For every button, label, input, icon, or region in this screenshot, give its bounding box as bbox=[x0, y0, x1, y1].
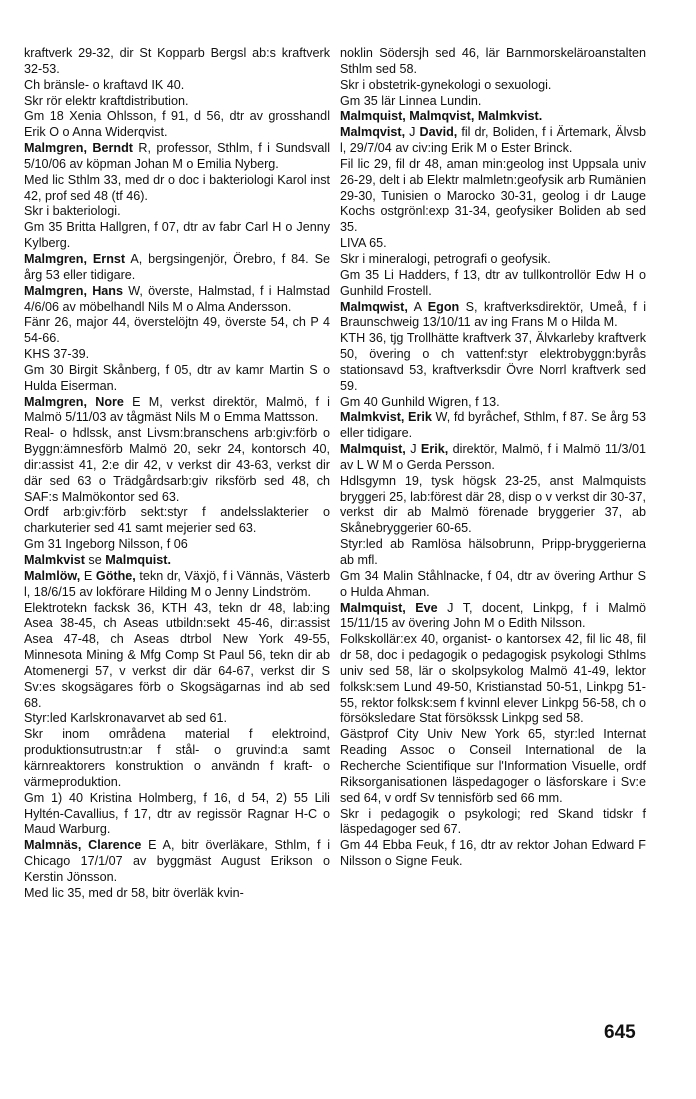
left-entry bbox=[24, 141, 330, 173]
left-entry bbox=[24, 363, 330, 395]
entry-headword: Malmquist, bbox=[340, 442, 406, 457]
entry-headword: Malmquist, Malmqvist, Malmkvist. bbox=[340, 109, 543, 124]
left-entry bbox=[24, 46, 330, 78]
entry-text: Ordf arb:giv:förb sekt:styr f andelsslakterier o charkuterier sed 41 samt mejerier sed 63. bbox=[24, 505, 330, 536]
entry-headword: Malmgren, Berndt bbox=[24, 141, 133, 156]
right-entry bbox=[340, 236, 646, 252]
entry-headword: David, bbox=[419, 125, 458, 140]
right-column bbox=[340, 46, 646, 870]
right-entry bbox=[340, 157, 646, 236]
entry-text: Gm 35 lär Linnea Lundin. bbox=[340, 93, 482, 108]
left-entry bbox=[24, 569, 330, 601]
entry-text: Med lic Sthlm 33, med dr o doc i bakteriologi Karol inst 42, prof sed 48 (tf 46). bbox=[24, 172, 330, 203]
entry-text: Skr inom områdena material f elektroind, produktionsutrustn:ar f stål- o gruvind:a samt kärnreaktorers konstruktion o användn f kraft- o värmeproduktion. bbox=[24, 727, 330, 789]
right-entry bbox=[340, 109, 646, 125]
left-entry bbox=[24, 347, 330, 363]
entry-text: Gm 44 Ebba Feuk, f 16, dtr av rektor Johan Edward F Nilsson o Signe Feuk. bbox=[340, 838, 646, 869]
left-entry bbox=[24, 78, 330, 94]
entry-text: Gm 34 Malin Ståhlnacke, f 04, dtr av övering Arthur S o Hulda Ahman. bbox=[340, 568, 646, 599]
entry-text: KTH 36, tjg Trollhätte kraftverk 37, Älvkarleby kraftverk 50, övering o ch vattenf:styr elektrobyggn:byrås stationsavd 53, kraftverksdir Övre Norrl kraftverk sed 59. bbox=[340, 331, 646, 393]
entry-headword: Malmkvist, Erik bbox=[340, 410, 432, 425]
entry-text: Skr i mineralogi, petrografi o geofysik. bbox=[340, 251, 551, 266]
right-entry bbox=[340, 252, 646, 268]
left-column bbox=[24, 46, 330, 902]
entry-text: Elektrotekn facksk 36, KTH 43, tekn dr 48, lab:ing Asea 38-45, ch Aseas utbildn:sekt 45-46, dir:assist Asea 47-48, ch Aseas dtrbol New York 49-55, Minnesota Mining & Mfg Comp St Paul 56, tekn dir ab Atomenergi 57, v verkst dir där 64-67, verkst dir S Sv:es skogsägares förb o Skogsägarnas ind ab sed 68. bbox=[24, 600, 330, 710]
left-entry bbox=[24, 537, 330, 553]
entry-headword: Malmlöw, bbox=[24, 568, 81, 583]
entry-text: Gm 18 Xenia Ohlsson, f 91, d 56, dtr av grosshandl Erik O o Anna Widerqvist. bbox=[24, 109, 330, 140]
left-entry bbox=[24, 791, 330, 839]
left-entry bbox=[24, 315, 330, 347]
right-entry bbox=[340, 727, 646, 806]
entry-text: Gm 1) 40 Kristina Holmberg, f 16, d 54, 2) 55 Lili Hyltén-Cavallius, f 17, dtr av regissör Ragnar H-C o Maud Warburg. bbox=[24, 790, 330, 837]
left-entry bbox=[24, 601, 330, 712]
right-entry bbox=[340, 125, 646, 157]
right-entry bbox=[340, 442, 646, 474]
entry-text: R, professor, Sthlm, f i Sundsvall 5/10/06 av köpman Johan M o Emilia Nyberg. bbox=[24, 141, 330, 171]
entry-text: A, bergsingenjör, Örebro, f 84. Se årg 53 eller tidigare. bbox=[24, 251, 331, 282]
left-entry bbox=[24, 711, 330, 727]
right-entry bbox=[340, 632, 646, 727]
right-entry bbox=[340, 395, 646, 411]
entry-text: Gästprof City Univ New York 65, styr:led Internat Reading Assoc o Conseil International de la Recherche Scientifique sur l'Information Visuelle, ordf Riksorganisationen läspedagoger o läsforskare i Sv:e sed 64, v ordf Sv tennisförb sed 66 mm. bbox=[340, 727, 646, 805]
entry-headword: Erik, bbox=[420, 442, 449, 457]
entry-text: Gm 40 Gunhild Wigren, f 13. bbox=[340, 394, 500, 409]
entry-text: Skr i pedagogik o psykologi; red Skand tidskr f läspedagoger sed 67. bbox=[340, 806, 646, 837]
entry-headword: Malmqwist, bbox=[340, 299, 408, 314]
entry-text: Gm 35 Li Hadders, f 13, dtr av tullkontrollör Edw H o Gunhild Frostell. bbox=[340, 267, 646, 298]
entry-text: Styr:led Karlskronavarvet ab sed 61. bbox=[24, 711, 228, 726]
entry-headword: Malmquist. bbox=[105, 553, 171, 567]
entry-text: S, kraftverksdirektör, Umeå, f i Braunschweig 13/10/11 av ing Frans M o Hilda M. bbox=[340, 299, 646, 330]
entry-text: Ch bränsle- o kraftavd IK 40. bbox=[24, 77, 185, 92]
entry-text: Fänr 26, major 44, överstelöjtn 49, överste 54, ch P 4 54-66. bbox=[24, 315, 330, 346]
entry-text: kraftverk 29-32, dir St Kopparb Bergsl ab:s kraftverk 32-53. bbox=[24, 46, 330, 76]
right-entry bbox=[340, 300, 646, 332]
right-entry bbox=[340, 331, 646, 394]
right-entry bbox=[340, 537, 646, 569]
entry-text: Gm 30 Birgit Skånberg, f 05, dtr av kamr Martin S o Hulda Eiserman. bbox=[24, 362, 330, 393]
entry-text: E bbox=[80, 568, 96, 583]
entry-text: Skr rör elektr kraftdistribution. bbox=[24, 93, 189, 108]
left-entry bbox=[24, 204, 330, 220]
right-entry bbox=[340, 94, 646, 110]
entry-headword: Malmqvist, bbox=[340, 125, 406, 140]
entry-text: Hdlsgymn 19, tysk högsk 23-25, anst Malmquists bryggeri 25, lab:förest där 28, disp o v verkst dir 30-37, verkst dir ab Malmö förenade bryggerier 37, ab Skånebryggerier 60-65. bbox=[340, 473, 646, 536]
right-entry bbox=[340, 78, 646, 94]
entry-text: E A, bitr överläkare, Sthlm, f i Chicago 17/1/07 av byggmäst August Erikson o Kerstin Jönsson. bbox=[24, 838, 330, 884]
entry-text: se bbox=[84, 553, 106, 567]
entry-headword: Malmgren, Hans bbox=[24, 283, 123, 298]
left-entry bbox=[24, 426, 330, 505]
entry-text: LIVA 65. bbox=[340, 236, 387, 251]
entry-text: J T, docent, Linkpg, f i Malmö 15/11/15 av övering John M o Edith Nilsson. bbox=[340, 600, 646, 631]
left-entry bbox=[24, 838, 330, 886]
left-entry bbox=[24, 284, 330, 316]
entry-text: A bbox=[407, 299, 428, 314]
entry-text: Gm 31 Ingeborg Nilsson, f 06 bbox=[24, 537, 188, 552]
entry-headword: Göthe, bbox=[95, 568, 136, 583]
entry-headword: Malmkvist bbox=[24, 553, 85, 567]
entry-text: J bbox=[405, 442, 421, 457]
entry-text: Med lic 35, med dr 58, bitr överläk kvin- bbox=[24, 885, 244, 900]
page-number: 645 bbox=[604, 1022, 636, 1043]
entry-headword: Malmquist, Eve bbox=[340, 600, 438, 615]
entry-headword: Malmnäs, Clarence bbox=[24, 838, 142, 853]
right-entry bbox=[340, 474, 646, 537]
left-entry bbox=[24, 109, 330, 141]
entry-text: E M, verkst direktör, Malmö, f i Malmö 5/11/03 av tågmäst Nils M o Emma Mattsson. bbox=[24, 394, 330, 425]
right-entry bbox=[340, 569, 646, 601]
entry-text: Real- o hdlssk, anst Livsm:branschens arb:giv:förb o Byggn:ämnesförb Malmö 20, sekr 24, kontorsch 40, dir:assist 41, 2:e dir 42, v verkst dir 43-63, verkst dir där sed 63 o Trädgårdsarb:giv riksförb sed 48, ch SAF:s Malmökontor sed 63. bbox=[24, 426, 330, 504]
entry-headword: Egon bbox=[427, 299, 460, 314]
left-entry bbox=[24, 252, 330, 284]
left-entry bbox=[24, 727, 330, 790]
right-entry bbox=[340, 807, 646, 839]
entry-text: Styr:led ab Ramlösa hälsobrunn, Pripp-bryggerierna ab mfl. bbox=[340, 537, 646, 567]
entry-text: J bbox=[405, 125, 420, 140]
right-entry bbox=[340, 268, 646, 300]
right-entry bbox=[340, 601, 646, 633]
entry-text: Skr i obstetrik-gynekologi o sexuologi. bbox=[340, 77, 552, 92]
left-entry bbox=[24, 94, 330, 110]
entry-headword: Malmgren, Ernst bbox=[24, 251, 126, 266]
left-entry bbox=[24, 220, 330, 252]
left-entry bbox=[24, 553, 330, 569]
right-entry bbox=[340, 410, 646, 442]
left-entry bbox=[24, 395, 330, 427]
entry-text: noklin Södersjh sed 46, lär Barnmorskeläroanstalten Sthlm sed 58. bbox=[340, 46, 646, 76]
entry-text: Gm 35 Britta Hallgren, f 07, dtr av fabr Carl H o Jenny Kylberg. bbox=[24, 220, 330, 251]
entry-text: W, överste, Halmstad, f i Halmstad 4/6/06 av möbelhandl Nils M o Alma Andersson. bbox=[24, 283, 330, 314]
entry-text: Fil lic 29, fil dr 48, aman min:geolog inst Uppsala univ 26-29, delt i ab Elektr malmletn:geofysik arb Rumänien 29-30, Tunisien o Marocko 30-31, geolog i dr Lauge Kochs ostgrönl:exp 31-34, geofysiker Boliden ab sed 35. bbox=[340, 156, 646, 235]
entry-text: W, fd byråchef, Sthlm, f 87. Se årg 53 eller tidigare. bbox=[340, 410, 647, 441]
entry-text: tekn dr, Växjö, f i Vännäs, Västerb l, 18/6/15 av lokförare Hilding M o Jenny Lindström. bbox=[24, 568, 330, 599]
entry-headword: Malmgren, Nore bbox=[24, 394, 124, 409]
entry-text: direktör, Malmö, f i Malmö 11/3/01 av L W M o Gerda Persson. bbox=[340, 442, 646, 472]
left-entry bbox=[24, 173, 330, 205]
entry-text: fil dr, Boliden, f i Ärtemark, Älvsb l, 29/7/04 av civ:ing Erik M o Ester Brinck. bbox=[340, 125, 646, 156]
left-entry bbox=[24, 886, 330, 902]
entry-text: KHS 37-39. bbox=[24, 347, 90, 362]
entry-text: Folkskollär:ex 40, organist- o kantorsex 42, fil lic 48, fil dr 58, doc i pedagogik o pedagogisk psykologi Sthlms univ sed 58, lär o skolpsykolog Malmö 41-49, lektor folksk:sem Lund 49-50, Kristianstad 50-51, Linkpg 51-55, rektor folksk:sem f kvinnl elever Linkpg 56-58, ch o försöksledare Stat försökssk Linkpg sed 58. bbox=[340, 632, 646, 726]
right-entry bbox=[340, 838, 646, 870]
right-entry bbox=[340, 46, 646, 78]
entry-text: Skr i bakteriologi. bbox=[24, 204, 121, 219]
left-entry bbox=[24, 505, 330, 537]
